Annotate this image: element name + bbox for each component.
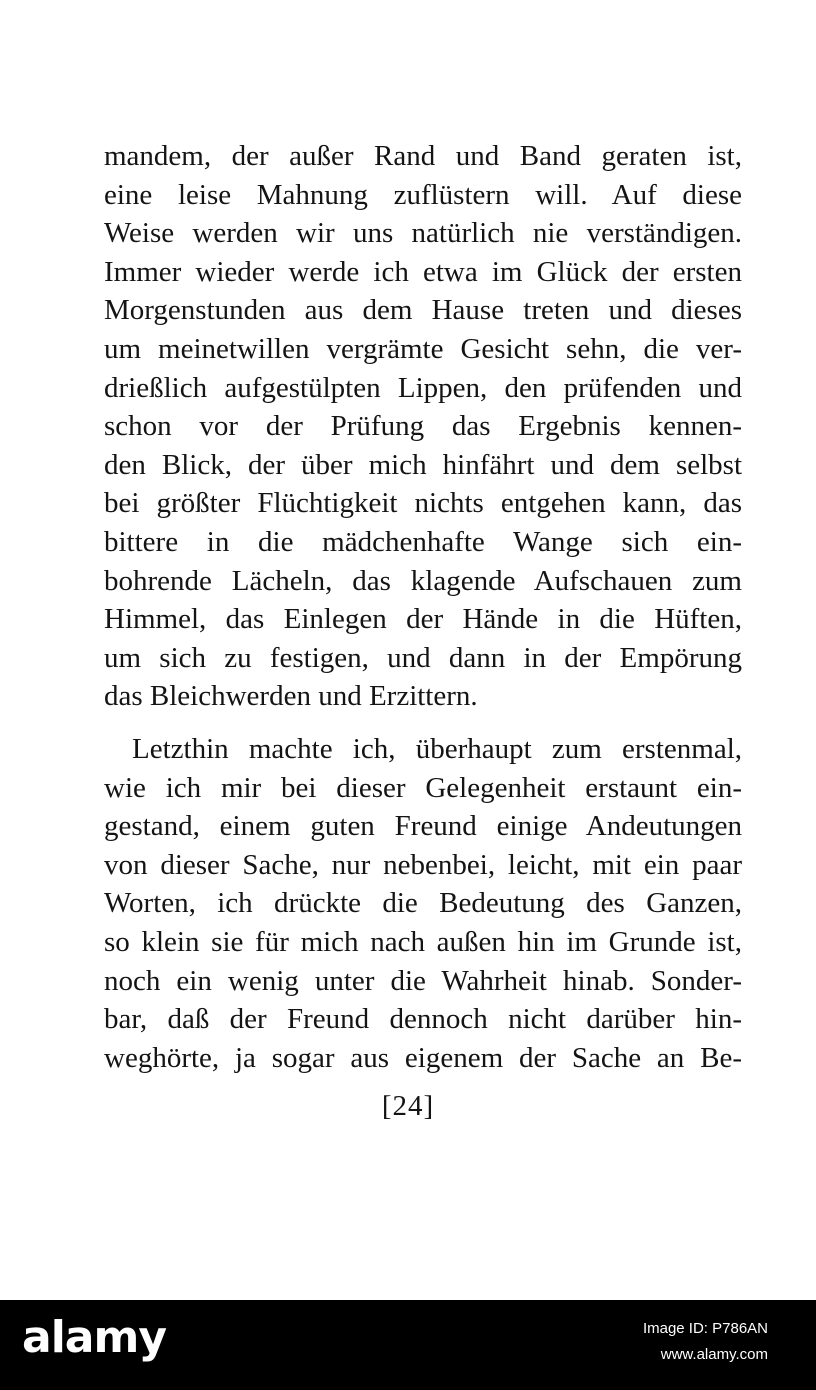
page-number: [24] [381,1090,435,1122]
text-line: schon vor der Prüfung das Ergebnis kennen- [104,410,742,443]
text-line: den Blick, der über mich hinfährt und dem selbst [104,448,742,481]
site-url-label: www.alamy.com [660,1346,768,1363]
text-line: bar, daß der Freund dennoch nicht darüber hin- [104,1003,742,1036]
text-line-indented: Letzthin machte ich, überhaupt zum erstenmal, [132,733,742,765]
text-line: bohrende Lächeln, das klagende Aufschauen zum [104,564,742,597]
text-line: Morgenstunden aus dem Hause treten und dieses [104,294,742,327]
text-line: eine leise Mahnung zuflüstern will. Auf diese [104,178,742,211]
watermark-footer [0,1300,816,1390]
text-line: von dieser Sache, nur nebenbei, leicht, mit ein paar [104,848,742,881]
paragraph-1 [104,137,742,716]
text-line: Immer wieder werde ich etwa im Glück der ersten [104,255,742,288]
text-line: um meinetwillen vergrämte Gesicht sehn, die ver- [104,332,742,365]
text-line: so klein sie für mich nach außen hin im Grunde ist, [104,925,742,958]
text-line: um sich zu festigen, und dann in der Empörung [104,641,742,674]
paragraph-2 [104,730,742,1077]
text-line-last: das Bleichwerden und Erzittern. [104,680,478,713]
text-line: Himmel, das Einlegen der Hände in die Hüften, [104,603,742,636]
text-line: weghörte, ja sogar aus eigenem der Sache an Be- [104,1041,742,1074]
text-line: drießlich aufgestülpten Lippen, den prüfenden und [104,371,742,404]
text-line: gestand, einem guten Freund einige Andeutungen [104,810,742,843]
brand-logo: alamy [22,1312,166,1363]
text-line: bittere in die mädchenhafte Wange sich ein- [104,525,742,558]
text-line: Weise werden wir uns natürlich nie verständigen. [104,217,742,250]
image-id-label: Image ID: P786AN [642,1320,768,1337]
text-line: noch ein wenig unter die Wahrheit hinab. Sonder- [104,964,742,997]
text-line: bei größter Flüchtigkeit nichts entgehen kann, das [104,487,742,520]
text-line: Worten, ich drückte die Bedeutung des Ganzen, [104,887,742,920]
text-line: wie ich mir bei dieser Gelegenheit erstaunt ein- [104,771,742,804]
text-line: mandem, der außer Rand und Band geraten ist, [104,140,742,172]
